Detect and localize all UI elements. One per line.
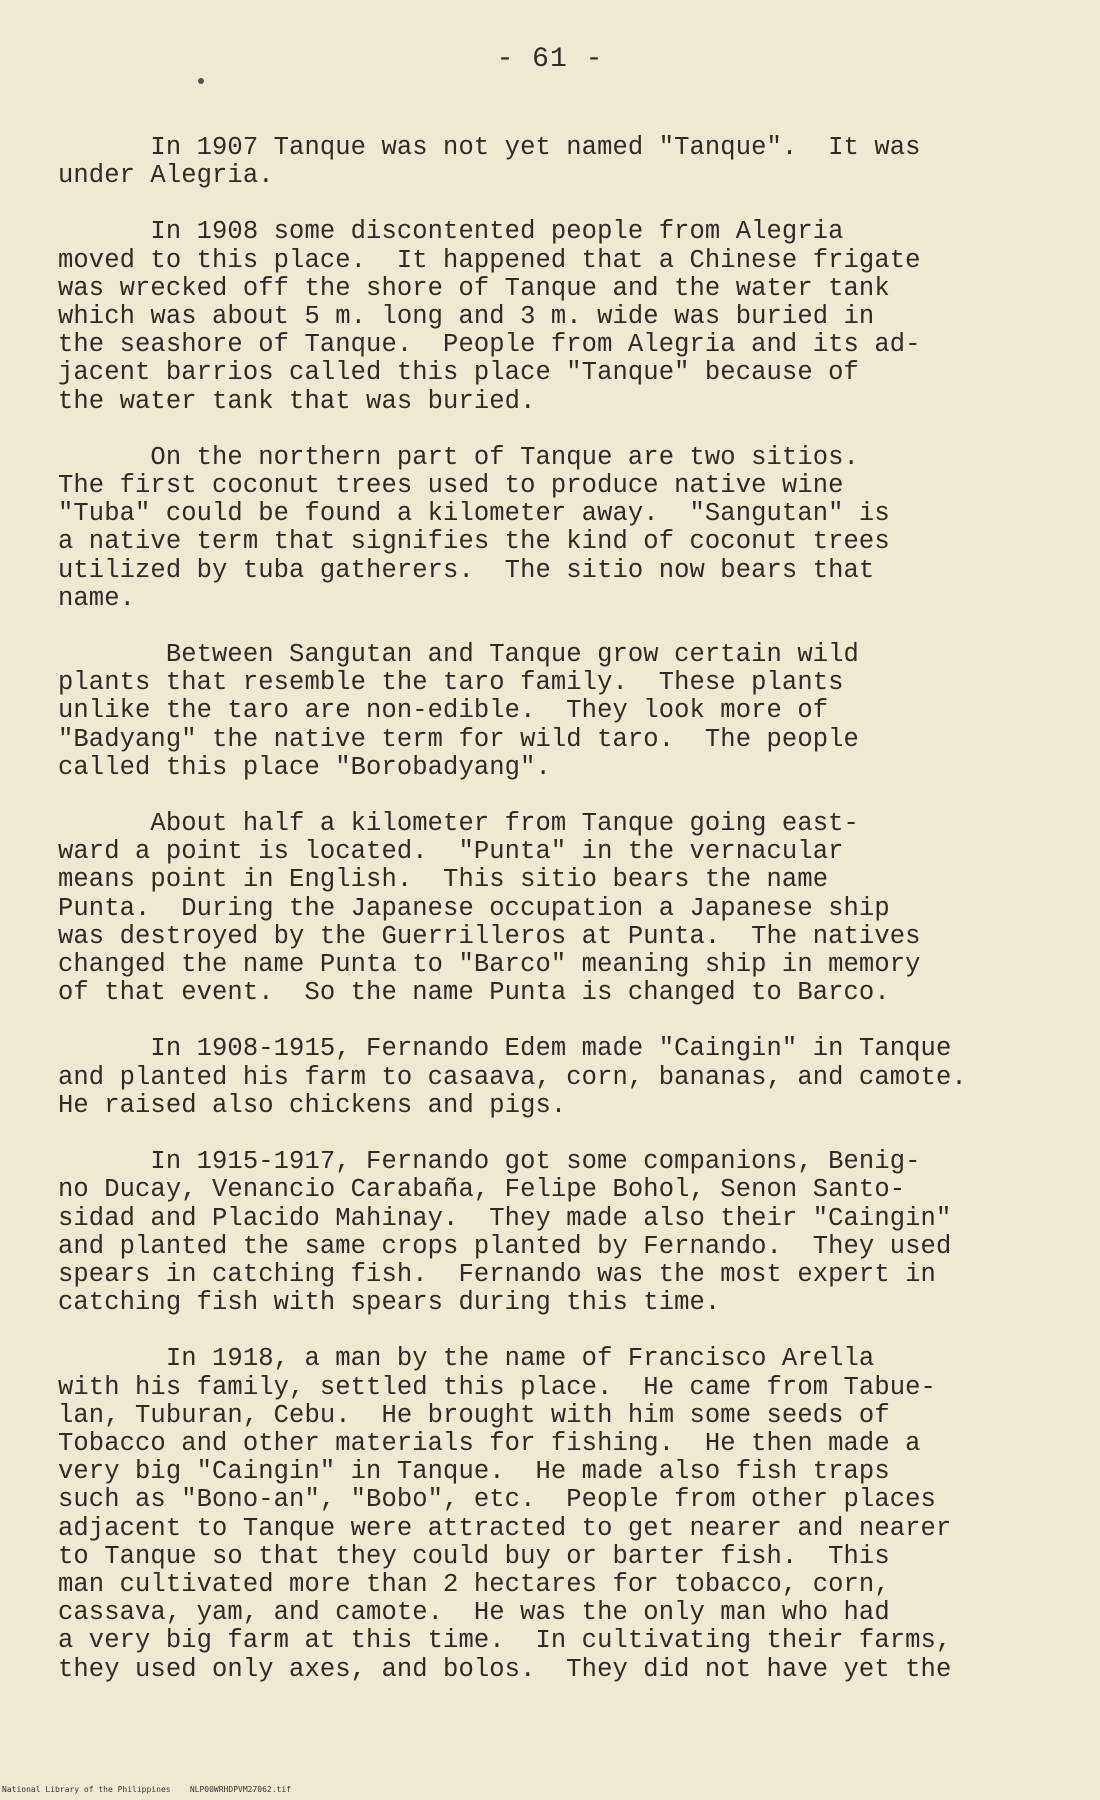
footer-library: National Library of the Philippines — [2, 1785, 171, 1794]
page-number: - 61 - — [496, 44, 604, 75]
text-line: which was about 5 m. long and 3 m. wide was buried in — [58, 302, 875, 332]
text-line: Punta. During the Japanese occupation a Japanese ship — [58, 893, 890, 923]
text-line: with his family, settled this place. He came from Tabue- — [58, 1372, 936, 1402]
text-line: ward a point is located. "Punta" in the vernacular — [58, 837, 844, 867]
text-line: a very big farm at this time. In cultivating their farms, — [58, 1626, 952, 1656]
text-line: man cultivated more than 2 hectares for tobacco, corn, — [58, 1569, 890, 1599]
text-line: In 1918, a man by the name of Francisco Arella — [58, 1344, 875, 1374]
text-line: In 1907 Tanque was not yet named "Tanque". It was — [58, 133, 921, 162]
text-line: About half a kilometer from Tanque going east- — [58, 809, 859, 839]
ink-dot — [198, 78, 204, 84]
text-line: Tobacco and other materials for fishing. He then made a — [58, 1428, 921, 1458]
text-line: The first coconut trees used to produce native wine — [58, 471, 844, 501]
text-line: and planted his farm to casaava, corn, bananas, and camote. — [58, 1062, 967, 1092]
text-line: name. — [58, 583, 136, 613]
text-line: "Tuba" could be found a kilometer away. "Sangutan" is — [58, 499, 890, 529]
text-line: jacent barrios called this place "Tanque" because of — [58, 358, 859, 388]
text-line: no Ducay, Venancio Carabaña, Felipe Bohol, Senon Santo- — [58, 1175, 906, 1205]
text-line: the seashore of Tanque. People from Alegria and its ad- — [58, 330, 921, 360]
text-line: the water tank that was buried. — [58, 386, 536, 416]
text-line: "Badyang" the native term for wild taro. The people — [58, 724, 859, 754]
text-line: adjacent to Tanque were attracted to get nearer and nearer — [58, 1513, 952, 1543]
text-line: very big "Caingin" in Tanque. He made also fish traps — [58, 1457, 890, 1487]
text-line: of that event. So the name Punta is changed to Barco. — [58, 978, 890, 1008]
paragraph — [58, 134, 1058, 190]
text-line: to Tanque so that they could buy or barter fish. This — [58, 1541, 890, 1571]
text-line: He raised also chickens and pigs. — [58, 1090, 567, 1120]
paragraph — [58, 641, 1058, 782]
text-line: spears in catching fish. Fernando was the most expert in — [58, 1259, 936, 1289]
paragraph — [58, 1035, 1058, 1120]
text-line: was destroyed by the Guerrilleros at Punta. The natives — [58, 921, 921, 951]
text-line: they used only axes, and bolos. They did not have yet the — [58, 1654, 952, 1684]
document-body — [58, 134, 1058, 1712]
text-line: Between Sangutan and Tanque grow certain wild — [58, 640, 859, 670]
text-line: In 1908-1915, Fernando Edem made "Caingin" in Tanque — [58, 1034, 952, 1064]
text-line: In 1908 some discontented people from Alegria — [58, 217, 844, 247]
text-line: In 1915-1917, Fernando got some companions, Benig- — [58, 1147, 921, 1177]
text-line: changed the name Punta to "Barco" meaning ship in memory — [58, 950, 921, 980]
text-line: cassava, yam, and camote. He was the only man who had — [58, 1598, 890, 1628]
text-line: plants that resemble the taro family. These plants — [58, 668, 844, 698]
scan-footer — [2, 1785, 291, 1794]
text-line: a native term that signifies the kind of coconut trees — [58, 527, 890, 557]
text-line: On the northern part of Tanque are two sitios. — [58, 442, 859, 472]
text-line: under Alegria. — [58, 161, 274, 191]
footer-file-id: NLP00WRHDPVM27062.tif — [189, 1785, 291, 1794]
text-line: sidad and Placido Mahinay. They made also their "Caingin" — [58, 1203, 952, 1233]
paragraph — [58, 810, 1058, 1007]
text-line: utilized by tuba gatherers. The sitio now bears that — [58, 555, 875, 585]
text-line: was wrecked off the shore of Tanque and the water tank — [58, 273, 890, 303]
text-line: moved to this place. It happened that a Chinese frigate — [58, 245, 921, 275]
paragraph — [58, 218, 1058, 415]
text-line: unlike the taro are non-edible. They look more of — [58, 696, 829, 726]
text-line: means point in English. This sitio bears the name — [58, 865, 829, 895]
paragraph — [58, 1148, 1058, 1317]
text-line: lan, Tuburan, Cebu. He brought with him some seeds of — [58, 1400, 890, 1430]
text-line: catching fish with spears during this time. — [58, 1288, 721, 1318]
text-line: such as "Bono-an", "Bobo", etc. People from other places — [58, 1485, 936, 1515]
paragraph — [58, 444, 1058, 613]
paragraph — [58, 1345, 1058, 1683]
text-line: and planted the same crops planted by Fernando. They used — [58, 1231, 952, 1261]
text-line: called this place "Borobadyang". — [58, 752, 551, 782]
